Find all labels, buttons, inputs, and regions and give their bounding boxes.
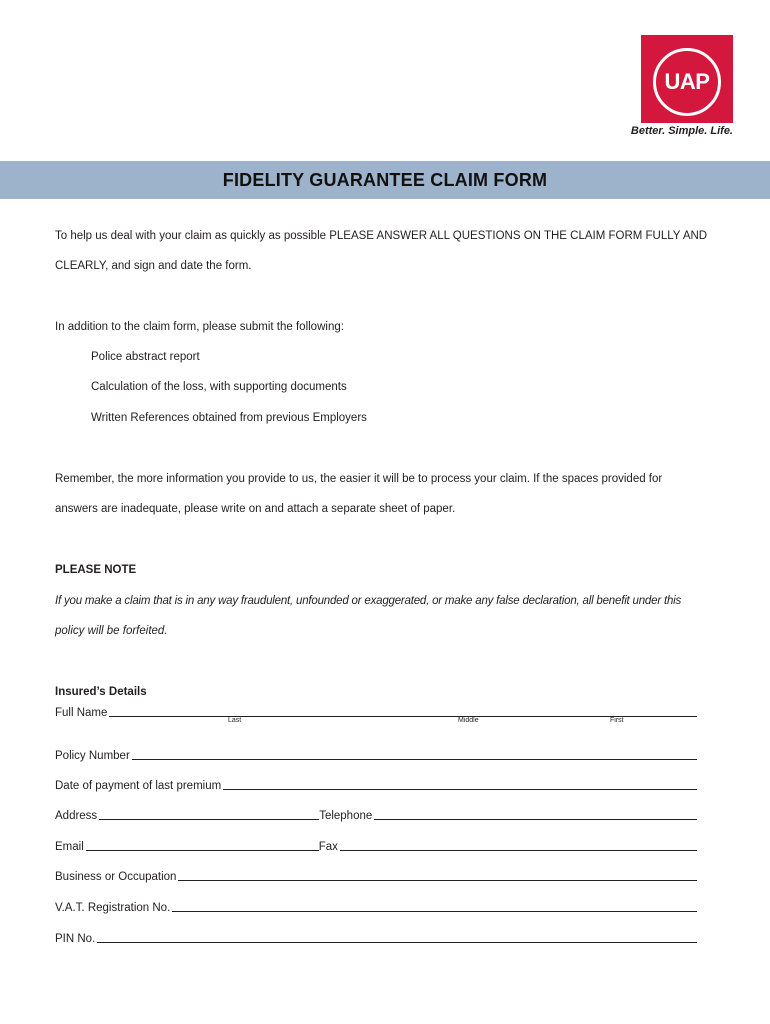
uap-logo-mark: UAP	[653, 48, 721, 116]
title-banner	[0, 161, 770, 199]
email-label: Email	[55, 841, 84, 853]
intro-line-2: CLEARLY, and sign and date the form.	[55, 260, 252, 272]
full-name-sub-first: First	[610, 717, 624, 724]
last-premium-field[interactable]	[55, 776, 697, 792]
last-premium-line[interactable]	[223, 777, 697, 790]
form-title: FIDELITY GUARANTEE CLAIM FORM	[222, 169, 548, 190]
pin-field[interactable]	[55, 929, 697, 945]
note-line-1: If you make a claim that is in any way fraudulent, unfounded or exaggerated, or make any false declaration, all benefit under this	[55, 595, 682, 607]
last-premium-label: Date of payment of last premium	[55, 780, 222, 792]
email-line[interactable]	[86, 838, 319, 851]
submit-heading: In addition to the claim form, please submit the following:	[55, 321, 344, 333]
full-name-sub-last: Last	[228, 717, 242, 724]
full-name-label: Full Name	[55, 707, 108, 719]
remember-line-2: answers are inadequate, please write on and attach a separate sheet of paper.	[55, 503, 456, 515]
remember-line-1: Remember, the more information you provide to us, the easier it will be to process your claim. If the spaces provided for	[55, 473, 663, 485]
fax-line[interactable]	[340, 838, 697, 851]
pin-label: PIN No.	[55, 933, 96, 945]
address-label: Address	[55, 810, 98, 822]
uap-logo	[641, 35, 733, 123]
intro-line-1: To help us deal with your claim as quickly as possible PLEASE ANSWER ALL QUESTIONS ON THE CLAIM FORM FULLY AND	[55, 230, 708, 242]
email-fax-row	[55, 837, 697, 853]
insured-heading: Insured’s Details	[55, 686, 147, 698]
logo-tagline: Better. Simple. Life.	[630, 125, 733, 137]
submit-item: Calculation of the loss, with supporting documents	[91, 381, 347, 393]
note-line-2: policy will be forfeited.	[55, 625, 168, 637]
fax-label: Fax	[318, 841, 338, 853]
policy-number-line[interactable]	[132, 747, 697, 760]
business-label: Business or Occupation	[55, 871, 177, 883]
vat-label: V.A.T. Registration No.	[55, 902, 171, 914]
pin-line[interactable]	[97, 930, 697, 943]
full-name-sub-middle: Middle	[458, 717, 479, 724]
full-name-field[interactable]	[55, 703, 697, 719]
business-field[interactable]	[55, 867, 697, 883]
vat-line[interactable]	[172, 899, 697, 912]
submit-item: Police abstract report	[91, 351, 200, 363]
telephone-line[interactable]	[374, 807, 697, 820]
vat-field[interactable]	[55, 898, 697, 914]
policy-number-field[interactable]	[55, 746, 697, 762]
submit-item: Written References obtained from previous Employers	[91, 412, 367, 424]
telephone-label: Telephone	[319, 810, 373, 822]
address-line[interactable]	[99, 807, 319, 820]
note-heading: PLEASE NOTE	[55, 564, 137, 576]
business-line[interactable]	[178, 868, 697, 881]
policy-number-label: Policy Number	[55, 750, 130, 762]
address-telephone-row	[55, 806, 697, 822]
full-name-line[interactable]	[109, 704, 697, 717]
